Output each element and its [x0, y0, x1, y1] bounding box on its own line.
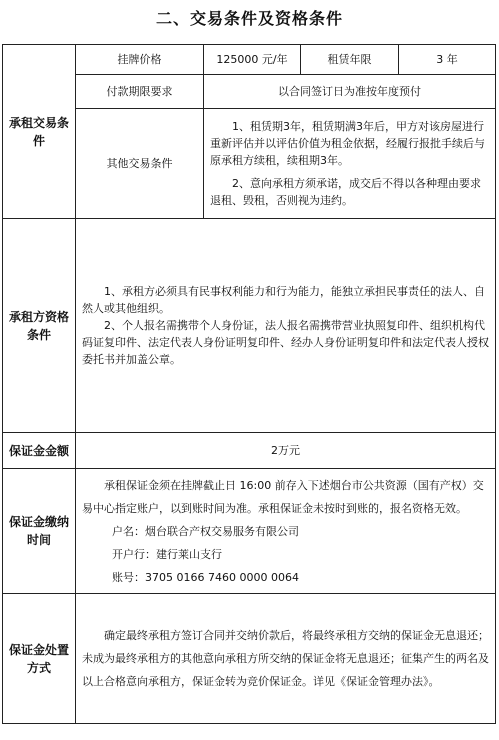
conditions-table: [2, 44, 496, 724]
deposit-time-text: 承租保证金须在挂牌截止日 16:00 前存入下述烟台市公共资源（国有产权）交易中心指定账户，以到账时间为准。承租保证金未按时到账的，报名资格无效。: [82, 478, 484, 515]
deposit-amount-row: [3, 433, 496, 469]
section-title: 二、交易条件及资格条件: [155, 9, 343, 28]
lease-term-value: 3 年: [399, 45, 496, 75]
deposit-disposal-row: [3, 594, 496, 724]
deposit-time-label: 保证金缴纳时间: [3, 469, 76, 594]
other-conditions-row: [3, 109, 496, 219]
listing-price-row: [3, 45, 496, 75]
other-condition-2: 2、意向承租方须承诺，成交后不得以各种理由要求退租、毁租，否则视为违约。: [210, 177, 481, 207]
deposit-disposal-text: 确定最终承租方签订合同并交纳价款后，将最终承租方交纳的保证金无息退还；未成为最终承租方的其他意向承租方所交纳的保证金将无息退还；征集产生的两名及以上合格意向承租方，保证金转为竞价保证金。详见《保证金管理办法》。: [82, 629, 489, 688]
other-conditions-label: 其他交易条件: [76, 109, 204, 219]
deposit-time-row: [3, 469, 496, 594]
payment-label: 付款期限要求: [76, 75, 204, 109]
qualification-item-1: 1、承租方必须具有民事权利能力和行为能力，能独立承担民事责任的法人、自然人或其他组织。: [82, 285, 485, 315]
qualification-cell: [76, 219, 496, 433]
deposit-amount-value: 2万元: [76, 433, 496, 469]
deposit-disposal-cell: [76, 594, 496, 724]
bank-name: 开户行：建行莱山支行: [112, 547, 222, 561]
qualification-item-2: 2、个人报名需携带个人身份证，法人报名需携带营业执照复印件、组织机构代码证复印件、法定代表人身份证明复印件、经办人身份证明复印件和法定代表人授权委托书并加盖公章。: [82, 319, 489, 366]
deposit-disposal-label: 保证金处置方式: [3, 594, 76, 724]
account-number: 账号：3705 0166 7460 0000 0064: [112, 570, 299, 584]
payment-value: 以合同签订日为准按年度预付: [204, 75, 496, 109]
lease-term-label: 租赁年限: [301, 45, 399, 75]
trade-conditions-label: 承租交易条件: [3, 45, 76, 219]
qualification-row: [3, 219, 496, 433]
listing-price-label: 挂牌价格: [76, 45, 204, 75]
deposit-time-cell: [76, 469, 496, 594]
account-name: 户名：烟台联合产权交易服务有限公司: [112, 524, 299, 538]
other-condition-1: 1、租赁期3年，租赁期满3年后，甲方对该房屋进行重新评估并以评估价值为租金依据，经履行报批手续后与原承租方续租，续租期3年。: [210, 120, 485, 167]
qualification-label: 承租方资格条件: [3, 219, 76, 433]
other-conditions-cell: [204, 109, 496, 219]
deposit-amount-label: 保证金金额: [3, 433, 76, 469]
listing-price-value: 125000 元/年: [204, 45, 301, 75]
payment-row: [3, 75, 496, 109]
